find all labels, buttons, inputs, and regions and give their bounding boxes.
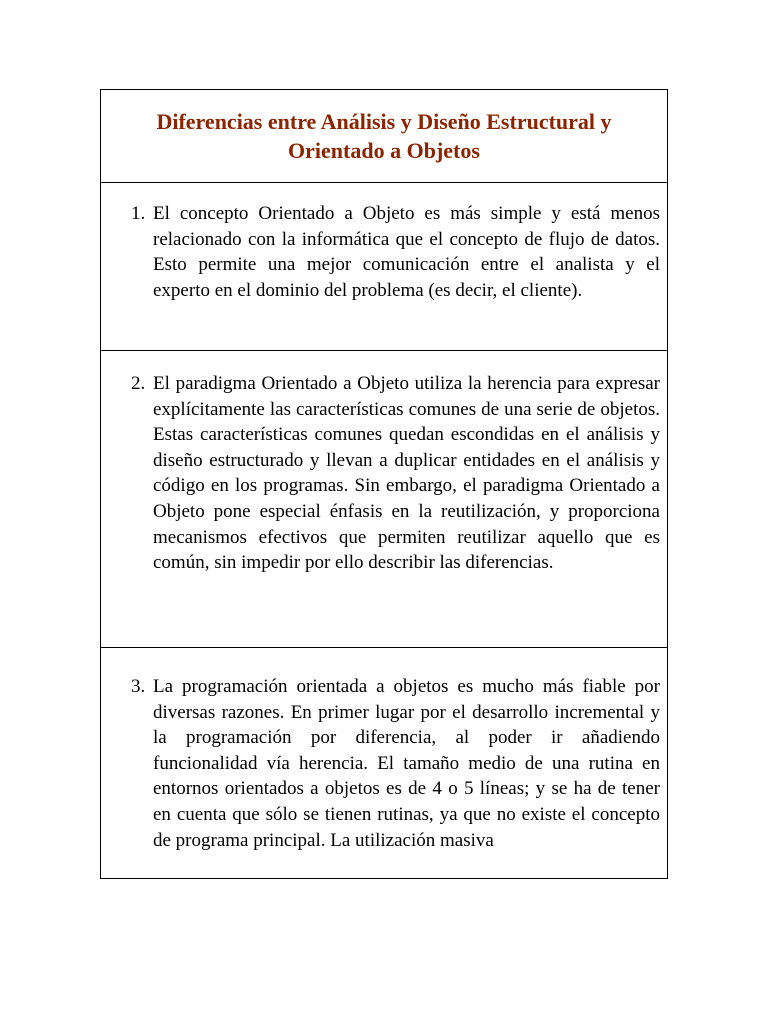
comparison-table bbox=[100, 89, 668, 879]
list-item bbox=[101, 674, 667, 853]
document-title: Diferencias entre Análisis y Diseño Estructural y Orientado a Objetos bbox=[156, 109, 612, 163]
table-row bbox=[101, 183, 667, 351]
item-number: 1. bbox=[131, 203, 146, 224]
item-number: 2. bbox=[131, 373, 146, 394]
item-text: La programación orientada a objetos es mucho más fiable por diversas razones. En primer lugar por el desarrollo incremental y la programación por diferencia, al poder ir añadiendo funcionalidad vía herencia. El tamaño medio de una rutina en entornos orientados a objetos es de 4 o 5 líneas; y se ha de tener en cuenta que sólo se tienen rutinas, ya que no existe el concepto de programa principal. La utilización masiva bbox=[153, 676, 660, 851]
title-cell bbox=[101, 90, 667, 183]
table-row bbox=[101, 351, 667, 648]
list-item bbox=[101, 371, 667, 576]
list-item bbox=[101, 201, 667, 303]
item-number: 3. bbox=[131, 676, 146, 697]
item-text: El concepto Orientado a Objeto es más simple y está menos relacionado con la informática que el concepto de flujo de datos. Esto permite una mejor comunicación entre el analista y el experto en el dominio del problema (es decir, el cliente). bbox=[153, 203, 660, 301]
table-row bbox=[101, 648, 667, 878]
item-text: El paradigma Orientado a Objeto utiliza la herencia para expresar explícitamente las características comunes de una serie de objetos. Estas características comunes quedan escondidas en el análisis y diseño estructurado y llevan a duplicar entidades en el análisis y código en los programas. Sin embargo, el paradigma Orientado a Objeto pone especial énfasis en la reutilización, y proporciona mecanismos efectivos que permiten reutilizar aquello que es común, sin impedir por ello describir las diferencias. bbox=[153, 373, 660, 574]
